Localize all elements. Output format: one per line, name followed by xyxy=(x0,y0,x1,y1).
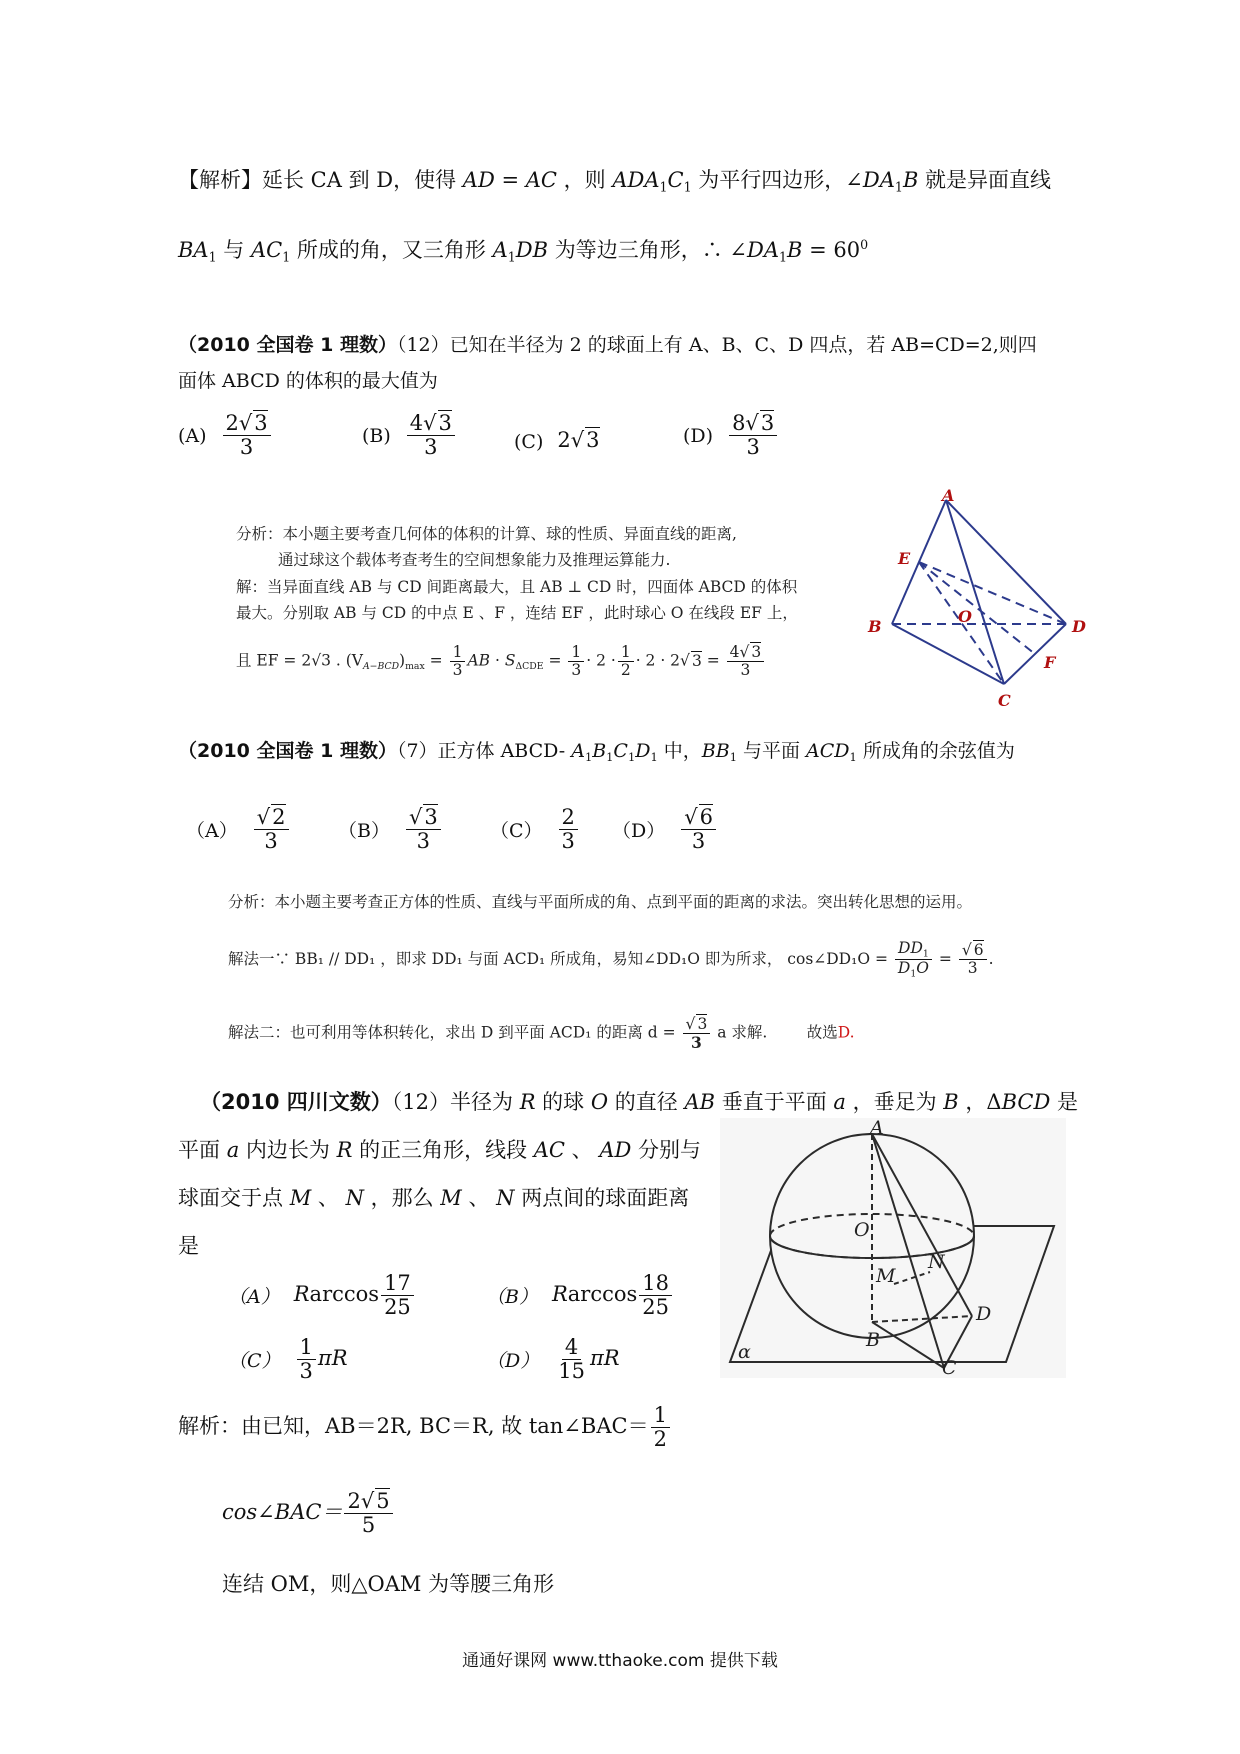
q2-solution-1-text: 解法一∵ BB₁ // DD₁ ，即求 DD₁ 与面 ACD₁ 所成角，易知∠DD₁O 即为所求， cos∠DD₁O = xyxy=(228,949,888,968)
q2-option-c-label: （C） xyxy=(490,820,543,843)
q1-option-b-label: (B) xyxy=(362,424,391,447)
q1-figure-label-d: D xyxy=(1072,617,1086,636)
analysis-line-1: 【解析】延长 CA 到 D，使得 AD = AC ，则 $ADA_1C_1$ 为平行四边形，$\angle DA_1B$ 就是异面直线 xyxy=(178,168,1052,195)
q1-figure-label-c: C xyxy=(998,691,1011,708)
q2-option-c: （C） $\frac{2}{3}$ xyxy=(490,806,580,853)
q2-option-b-label: （B） xyxy=(338,820,390,843)
q1-stem-a: 已知在半径为 2 的球面上有 A、B、C、D 四点，若 AB=CD=2,则四 xyxy=(449,334,1037,356)
q1-option-c: (C) 2√3 xyxy=(514,428,600,453)
q1-figure-label-f: F xyxy=(1044,653,1056,672)
q1-option-c-label: (C) xyxy=(514,430,544,453)
q2-option-a-label: （A） xyxy=(186,820,238,843)
q3-figure-label-n: N xyxy=(928,1251,945,1273)
q1-solution-1: 解：当异面直线 AB 与 CD 间距离最大，且 AB ⊥ CD 时，四面体 ABCD 的体积 xyxy=(236,578,798,596)
q2-solution-2: 解法二：也可利用等体积转化，求出 D 到平面 ACD₁ 的距离 d = $\frac{√ 3}{3}$ a 求解. 故选D. xyxy=(228,1015,855,1053)
q2-choose-prefix: 故选 xyxy=(806,1023,838,1042)
q2-number: （7） xyxy=(396,740,438,762)
q1-analysis-1: 分析：本小题主要考查几何体的体积的计算、球的性质、异面直线的距离, xyxy=(236,525,737,543)
analysis-line-2: $BA_1$ 与 $AC_1$ 所成的角，又三角形 $A_1DB$ 为等边三角形，∴ $\angle DA_1B = 60^0$ xyxy=(178,237,869,265)
q2-solution-1: 解法一∵ BB₁ // DD₁ ，即求 DD₁ 与面 ACD₁ 所成角，易知∠DD₁O 即为所求， cos∠DD₁O = $\frac{DD_1}{D_1O}$ = $\frac{√ 6}{3}$ . xyxy=(228,939,994,980)
q2-source: （2010 全国卷 1 理数） xyxy=(178,740,397,762)
q3-sphere-figure xyxy=(720,1118,1066,1378)
q3-option-a: （A） Rarccos $\frac{17}{25}$ xyxy=(228,1272,416,1319)
q2-stem: （2010 全国卷 1 理数）（7）正方体 ABCD- $A_1B_1C_1D_1$ 中，$BB_1$ 与平面 $ACD_1$ 所成角的余弦值为 xyxy=(178,740,1015,764)
q1-analysis-2: 通过球这个载体考查考生的空间想象能力及推理运算能力. xyxy=(278,551,671,569)
q3-option-d-label: （D） xyxy=(486,1350,540,1373)
q3-figure-label-c: C xyxy=(942,1357,957,1378)
q3-option-b-label: （B） xyxy=(486,1286,538,1309)
q3-option-c-label: （C） xyxy=(228,1350,281,1373)
q2-option-b: （B） $\frac{√3}{3}$ xyxy=(338,806,443,853)
q3-number: （12） xyxy=(391,1090,450,1114)
q1-option-d: (D) $\frac{8√3}{3}$ xyxy=(683,412,779,459)
q1-figure-label-e: E xyxy=(898,549,911,568)
q1-number: （12） xyxy=(396,334,450,356)
q1-solution-3-prefix: 且 EF = 2√3 . (V xyxy=(236,651,363,670)
q1-option-a-label: (A) xyxy=(178,424,207,447)
q1-figure-label-o: O xyxy=(958,607,972,626)
q1-figure-label-a: A xyxy=(942,488,955,505)
q2-option-d-label: （D） xyxy=(612,820,666,843)
q3-stem-line-2: 平面 a 内边长为 R 的正三角形，线段 AC 、 AD 分别与 xyxy=(178,1138,702,1162)
q3-option-c: （C） $\frac{1}{3}$ πR xyxy=(228,1335,348,1384)
q2-answer: D. xyxy=(837,1023,855,1042)
q3-option-a-label: （A） xyxy=(228,1286,280,1309)
q3-stem-line-1: （2010 四川文数）（12）半径为 R 的球 O 的直径 AB 垂直于平面 a ，垂足为 B ，ΔBCD 是 xyxy=(200,1090,1078,1114)
q3-figure-label-alpha: α xyxy=(738,1341,751,1363)
q1-tetrahedron-figure xyxy=(862,488,1102,708)
q3-figure-label-m: M xyxy=(876,1265,896,1287)
q3-option-d: （D） $\frac{4}{15}$ πR xyxy=(486,1335,620,1384)
q1-stem-b: 面体 ABCD 的体积的最大值为 xyxy=(178,370,438,392)
page-footer: 通通好课网 www.tthaoke.com 提供下载 xyxy=(462,1651,778,1671)
q3-option-b: （B） Rarccos $\frac{18}{25}$ xyxy=(486,1272,674,1319)
q1-option-b: (B) $\frac{4√3}{3}$ xyxy=(362,412,457,459)
q3-source: （2010 四川文数） xyxy=(200,1090,392,1114)
q3-solution-2: cos∠BAC＝ $\frac{2√5}{5}$ xyxy=(222,1490,395,1537)
q2-solution-2-tail: a 求解. xyxy=(717,1023,768,1042)
q1-figure-label-b: B xyxy=(868,617,882,636)
q3-solution-3: 连结 OM，则△OAM 为等腰三角形 xyxy=(222,1572,555,1596)
q3-figure-label-a: A xyxy=(870,1118,884,1139)
q3-solution-1: 解析：由已知，AB＝2R, BC＝R, 故 tan∠BAC＝ $\frac{1}{2}$ xyxy=(178,1404,672,1451)
q3-figure-label-b: B xyxy=(866,1329,880,1351)
q3-figure-label-d: D xyxy=(976,1303,992,1325)
q1-source: （2010 全国卷 1 理数） xyxy=(178,334,397,356)
q3-solution-1-text: 解析：由已知，AB＝2R, BC＝R, 故 tan∠BAC＝ xyxy=(178,1414,649,1439)
q1-solution-2: 最大。分别取 AB 与 CD 的中点 E 、F ，连结 EF ，此时球心 O 在线段 EF 上， xyxy=(236,604,798,622)
q1-option-d-label: (D) xyxy=(683,424,714,447)
q2-option-d: （D） $\frac{√6}{3}$ xyxy=(612,806,718,853)
analysis-label: 【解析】延长 CA 到 D，使得 xyxy=(178,168,463,192)
q3-stem-line-4: 是 xyxy=(178,1234,199,1258)
q1-solution-3: 且 EF = 2√3 . $(V_{A-BCD})_{max}$ = $\frac{1}{3}$ AB · $S_{\Delta CDE}$ = $\frac{1}{3}$ · 2 · $\frac{1}{2}$ · 2 · 2√ 3 = $\frac{4√ 3}{3}$ xyxy=(236,644,766,679)
q3-solution-2-text: cos∠BAC＝ xyxy=(222,1500,343,1525)
q3-figure-label-o: O xyxy=(854,1219,870,1241)
q2-solution-2-text: 解法二：也可利用等体积转化，求出 D 到平面 ACD₁ 的距离 d = xyxy=(228,1023,676,1042)
q2-analysis: 分析：本小题主要考查正方体的性质、直线与平面所成的角、点到平面的距离的求法。突出转化思想的运用。 xyxy=(228,893,973,911)
q1-option-a: (A) $\frac{2√3}{3}$ xyxy=(178,412,273,459)
q1-stem-line-2 xyxy=(178,366,438,393)
q3-stem-line-3: 球面交于点 M 、 N ，那么 M 、 N 两点间的球面距离 xyxy=(178,1186,690,1210)
q2-option-a: （A） $\frac{√2}{3}$ xyxy=(186,806,291,853)
q1-stem-line-1 xyxy=(178,330,1037,357)
